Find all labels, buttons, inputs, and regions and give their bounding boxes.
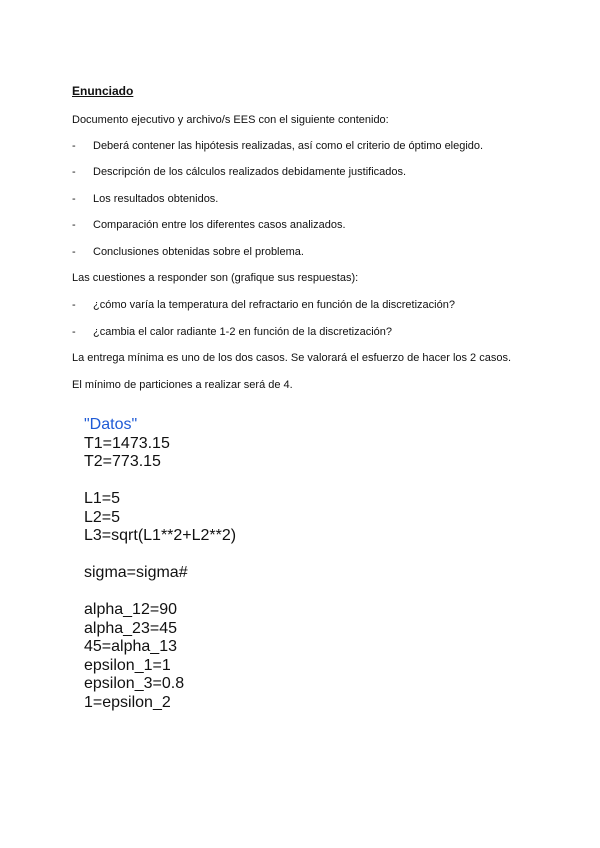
code-line: T2=773.15: [84, 453, 161, 470]
code-line: epsilon_1=1: [84, 656, 171, 674]
content-item-text: Comparación entre los diferentes casos analizados.: [93, 219, 346, 231]
document-heading: Enunciado: [72, 84, 134, 98]
bullet-marker: -: [72, 166, 76, 178]
code-string-line: "Datos": [84, 416, 138, 433]
code-line: alpha_23=45: [84, 619, 177, 637]
code-blank-line: [84, 583, 236, 602]
code-line: T1=1473.15: [84, 434, 170, 452]
bullet-marker: -: [72, 246, 76, 258]
code-line: L2=5: [84, 508, 121, 526]
code-line: alpha_12=90: [84, 601, 177, 618]
code-blank-line: [84, 472, 236, 491]
ees-code-block: [84, 416, 236, 712]
bullet-marker: -: [72, 140, 76, 152]
content-item-text: Conclusiones obtenidas sobre el problema.: [93, 246, 304, 258]
delivery-note: La entrega mínima es uno de los dos casos. Se valorará el esfuerzo de hacer los 2 casos.: [72, 352, 512, 364]
partitions-note: El mínimo de particiones a realizar será de 4.: [72, 379, 293, 391]
question-text: ¿cómo varía la temperatura del refractario en función de la discretización?: [93, 299, 455, 311]
bullet-marker: -: [72, 299, 76, 311]
question-text: ¿cambia el calor radiante 1-2 en función de la discretización?: [93, 326, 392, 338]
bullet-marker: -: [72, 326, 76, 338]
content-item-text: Descripción de los cálculos realizados debidamente justificados.: [93, 166, 407, 178]
code-line: L3=sqrt(L1**2+L2**2): [84, 527, 237, 544]
code-line: 1=epsilon_2: [84, 693, 171, 711]
code-line: sigma=sigma#: [84, 564, 188, 581]
bullet-marker: -: [72, 219, 76, 231]
code-line: L1=5: [84, 490, 121, 507]
content-item-text: Deberá contener las hipótesis realizadas, así como el criterio de óptimo elegido.: [93, 140, 484, 152]
code-line: 45=alpha_13: [84, 638, 177, 655]
intro-text: Documento ejecutivo y archivo/s EES con el siguiente contenido:: [72, 114, 389, 126]
bullet-marker: -: [72, 193, 76, 205]
code-blank-line: [84, 546, 236, 565]
content-item-text: Los resultados obtenidos.: [93, 193, 219, 205]
questions-intro: Las cuestiones a responder son (grafique sus respuestas):: [72, 272, 359, 284]
code-line: epsilon_3=0.8: [84, 675, 185, 692]
